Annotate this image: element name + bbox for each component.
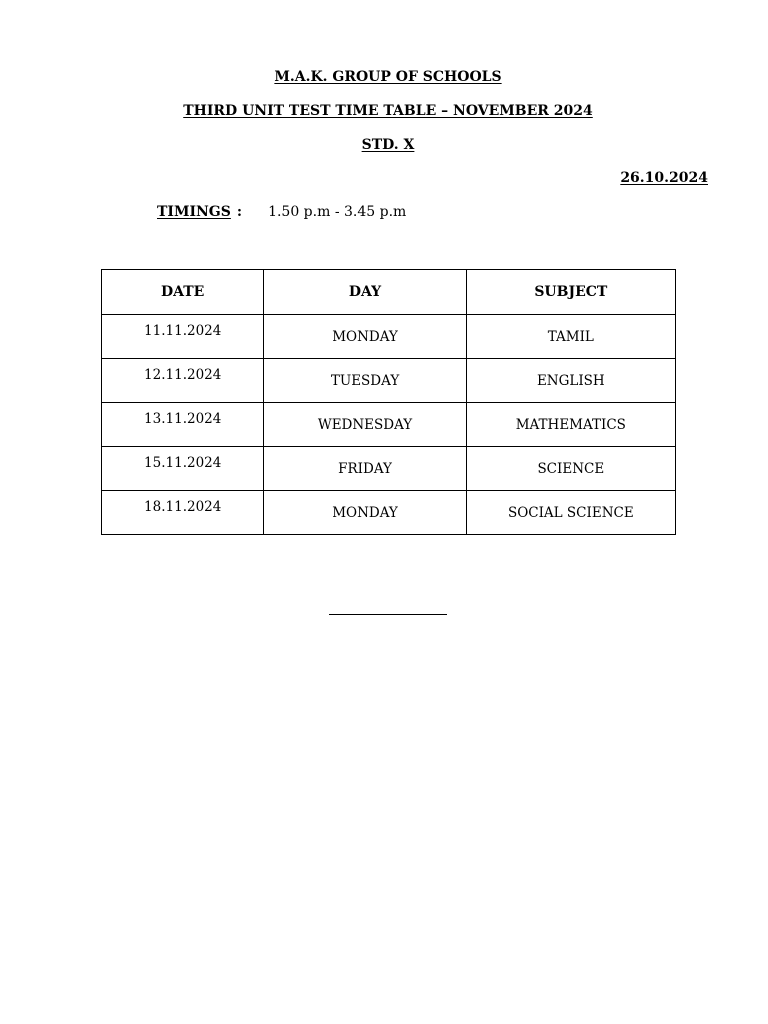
day-cell: WEDNESDAY xyxy=(264,403,466,447)
signature-line xyxy=(329,614,447,615)
date-cell: 11.11.2024 xyxy=(102,315,264,359)
table-header-row xyxy=(102,270,676,315)
school-name: M.A.K. GROUP OF SCHOOLS xyxy=(274,69,502,85)
timings-row xyxy=(157,204,406,220)
subject-cell: SOCIAL SCIENCE xyxy=(466,491,675,535)
table-row xyxy=(102,403,676,447)
column-header-subject: SUBJECT xyxy=(466,270,675,315)
timetable xyxy=(101,269,676,535)
document-date: 26.10.2024 xyxy=(620,170,708,186)
date-cell: 18.11.2024 xyxy=(102,491,264,535)
timings-label: TIMINGS xyxy=(157,204,231,220)
timings-colon: : xyxy=(236,204,243,220)
table-row xyxy=(102,447,676,491)
day-cell: TUESDAY xyxy=(264,359,466,403)
subject-cell: SCIENCE xyxy=(466,447,675,491)
date-cell: 15.11.2024 xyxy=(102,447,264,491)
table-row xyxy=(102,491,676,535)
subject-cell: TAMIL xyxy=(466,315,675,359)
table-row xyxy=(102,315,676,359)
day-cell: MONDAY xyxy=(264,491,466,535)
exam-title: THIRD UNIT TEST TIME TABLE – NOVEMBER 2024 xyxy=(183,103,593,119)
column-header-date: DATE xyxy=(102,270,264,315)
day-cell: FRIDAY xyxy=(264,447,466,491)
table-row xyxy=(102,359,676,403)
subject-cell: MATHEMATICS xyxy=(466,403,675,447)
standard-label: STD. X xyxy=(361,137,415,153)
day-cell: MONDAY xyxy=(264,315,466,359)
date-cell: 12.11.2024 xyxy=(102,359,264,403)
column-header-day: DAY xyxy=(264,270,466,315)
subject-cell: ENGLISH xyxy=(466,359,675,403)
timings-value: 1.50 p.m - 3.45 p.m xyxy=(268,204,407,220)
date-cell: 13.11.2024 xyxy=(102,403,264,447)
